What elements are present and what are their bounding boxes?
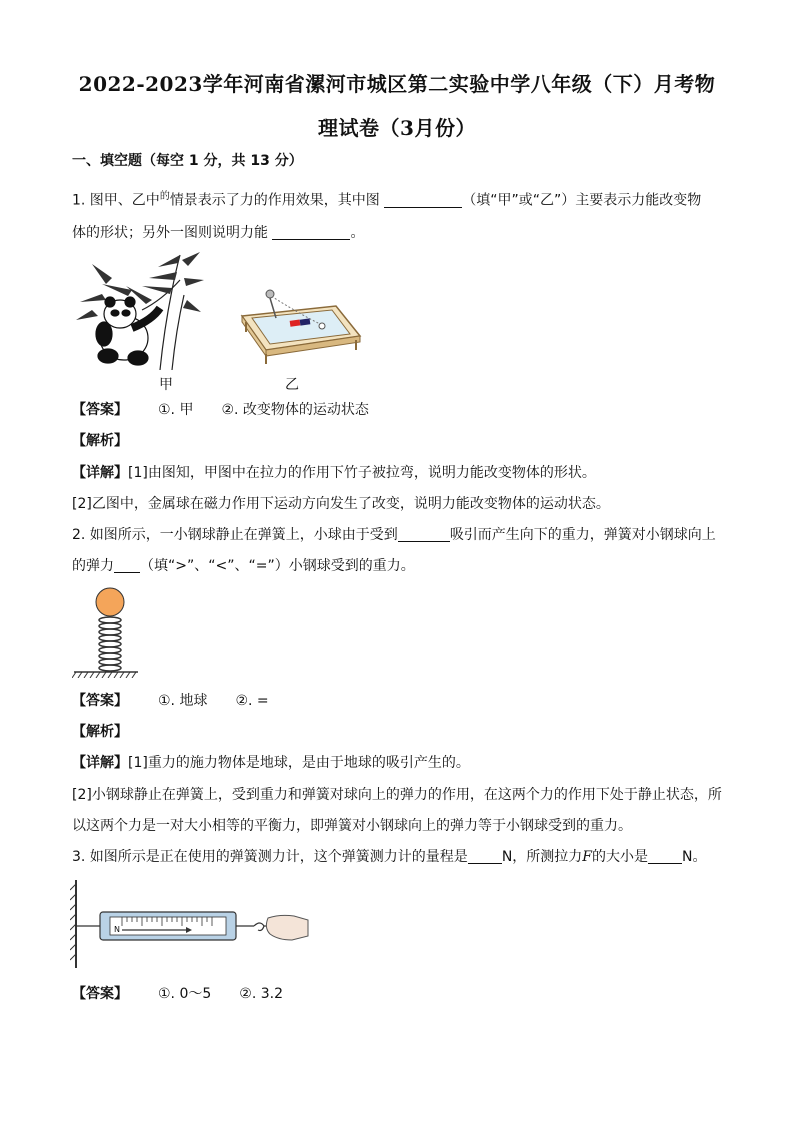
q2-answer — [72, 692, 269, 710]
q2-answer-2: ②. = — [235, 693, 269, 709]
detail-tag: 【详解】 — [72, 755, 128, 771]
section-heading: 一、填空题（每空 1 分，共 13 分） — [72, 153, 303, 169]
q3-blank-1 — [468, 849, 502, 864]
page-title-line1: 2022-2023学年河南省漯河市城区第二实验中学八年级（下）月考物 — [78, 72, 716, 96]
page-title-line2: 理试卷（3月份） — [318, 116, 476, 140]
answer-tag: 【答案】 — [72, 986, 128, 1002]
q2-text-c: 的弹力 — [72, 558, 114, 574]
q1-stem-line2 — [72, 224, 364, 242]
q1-text-d: 体的形状；另外一图则说明力能 — [72, 225, 268, 241]
q1-text-e: 。 — [350, 225, 365, 241]
q3-text-c: 的大小是 — [592, 849, 649, 865]
q3-answer — [72, 985, 283, 1003]
magnet-ball-figure — [236, 284, 366, 364]
analysis-tag: 【解析】 — [72, 433, 128, 449]
q2-text-d: （填“>”、“<”、“=”）小钢球受到的重力。 — [140, 558, 415, 574]
q1-detail-2: [2]乙图中，金属球在磁力作用下运动方向发生了改变，说明力能改变物体的运动状态。 — [72, 496, 610, 512]
q2-blank-2 — [114, 558, 140, 573]
q1-blank-2 — [272, 225, 350, 240]
q1-analysis — [72, 432, 128, 450]
q3-answer-1: ①. 0～5 — [158, 986, 212, 1002]
q3-answer-2: ②. 3.2 — [239, 986, 283, 1002]
spring-scale-figure — [70, 880, 310, 972]
q1-text-b: 情景表示了力的作用效果，其中图 — [169, 192, 380, 209]
figure-label-yi: 乙 — [285, 377, 299, 393]
q2-detail-text-1: [1]重力的施力物体是地球，是由于地球的吸引产生的。 — [128, 755, 470, 771]
q1-detail-1 — [72, 464, 596, 482]
q2-analysis — [72, 723, 128, 741]
q2-text-b: 吸引而产生向下的重力，弹簧对小钢球向上 — [449, 527, 716, 543]
ball-spring-figure — [72, 586, 142, 678]
q3-text-a: 3. 如图所示是正在使用的弹簧测力计，这个弹簧测力计的量程是 — [72, 849, 468, 865]
q1-stem-line1 — [72, 188, 701, 210]
scale-unit-label: N — [114, 925, 120, 934]
q2-text-a: 2. 如图所示，一小钢球静止在弹簧上，小球由于受到 — [72, 527, 398, 543]
panda-bamboo-figure — [72, 250, 204, 372]
analysis-tag: 【解析】 — [72, 724, 128, 740]
q1-text-c: （填“甲”或“乙”）主要表示力能改变物 — [462, 192, 702, 209]
q2-detail-2: [2]小钢球静止在弹簧上，受到重力和弹簧对球向上的弹力的作用，在这两个力的作用下处于静止状态，所 — [72, 787, 722, 803]
q3-stem-line1 — [72, 848, 707, 866]
q3-force-symbol: F — [582, 849, 593, 865]
q1-answer-2: ②. 改变物体的运动状态 — [221, 402, 369, 418]
q1-text-a: 1. 图甲、乙中 — [72, 192, 160, 209]
q2-stem-line1 — [72, 526, 716, 544]
q2-stem-line2 — [72, 557, 415, 575]
q3-text-d: N。 — [682, 849, 707, 865]
q1-text-sup: 的 — [159, 191, 170, 202]
answer-tag: 【答案】 — [72, 402, 128, 418]
q1-answer — [72, 401, 369, 419]
q2-answer-1: ①. 地球 — [158, 693, 208, 709]
q1-blank-1 — [384, 193, 462, 208]
q2-blank-1 — [398, 527, 450, 542]
q2-detail-1 — [72, 754, 470, 772]
q3-blank-2 — [648, 849, 682, 864]
q1-detail-text-1: [1]由图知，甲图中在拉力的作用下竹子被拉弯，说明力能改变物体的形状。 — [128, 465, 596, 481]
q2-detail-3: 以这两个力是一对大小相等的平衡力，即弹簧对小钢球向上的弹力等于小钢球受到的重力。 — [72, 818, 632, 834]
answer-tag: 【答案】 — [72, 693, 128, 709]
detail-tag: 【详解】 — [72, 465, 128, 481]
q3-text-b: N，所测拉力 — [501, 849, 583, 865]
figure-label-jia: 甲 — [159, 377, 173, 393]
q1-answer-1: ①. 甲 — [158, 402, 194, 418]
